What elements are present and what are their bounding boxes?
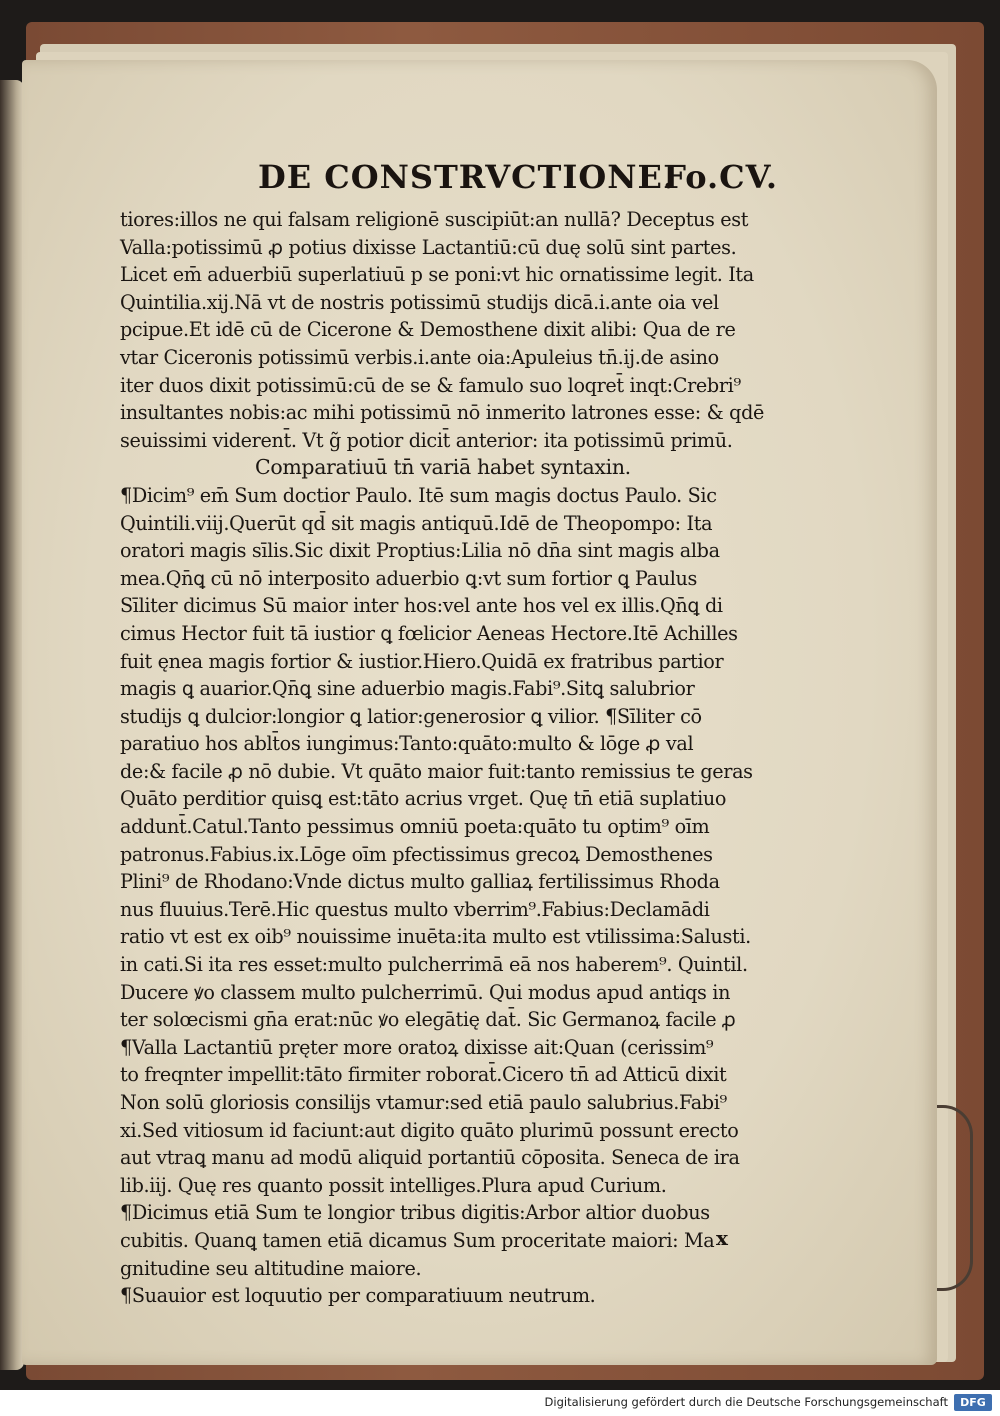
left-page-edge <box>0 80 24 1370</box>
text-line: Licet em̄ aduerbiū superlatiuū p se poni:vt hic ornatissime legit. Ita <box>120 263 754 287</box>
signature-mark: x <box>716 1226 728 1250</box>
text-line: mea.Qn̄ꝗ cū nō interposito aduerbio ꝗ:vt sum fortior ꝗ Paulus <box>120 566 698 590</box>
funding-notice: Digitalisierung gefördert durch die Deutsche Forschungsgemeinschaft <box>544 1395 948 1409</box>
text-line: paratiuo hos ablt̄os iungimus:Tanto:quāto:multo & lōge ꝓ val <box>120 732 694 756</box>
text-line: magis ꝗ auarior.Qn̄ꝗ sine aduerbio magis.Fabi⁹.Sitꝗ salubrior <box>120 677 695 701</box>
text-line: gnitudine seu altitudine maiore. <box>120 1256 422 1280</box>
dfg-logo: DFG <box>954 1394 992 1411</box>
text-line: Quintili.viij.Querūt qd̄ sit magis antiquū.Idē de Theopompo: Ita <box>120 511 713 535</box>
text-line: iter duos dixit potissimū:cū de se & famulo suo loqret̄ inqt:Crebri⁹ <box>120 373 741 397</box>
text-line: de:& facile ꝓ nō dubie. Vt quāto maior fuit:tanto remissius te geras <box>120 759 753 783</box>
folio-number: Fo.CV. <box>663 158 778 196</box>
text-line: in cati.Si ita res esset:multo pulcherrimā eā nos haberem⁹. Quintil. <box>120 953 748 977</box>
text-line: patronus.Fabius.ix.Lōge oīm pfectissimus grecoꝝ Demosthenes <box>120 842 713 866</box>
text-line: ¶Valla Lactantiū pręter more oratoꝝ dixisse ait:Quan (cerissim⁹ <box>120 1035 714 1059</box>
text-line: Non solū gloriosis consilijs vtamur:sed etiā paulo salubrius.Fabi⁹ <box>120 1091 727 1114</box>
text-line: Plini⁹ de Rhodano:Vnde dictus multo galliaꝝ fertilissimus Rhoda <box>120 870 720 894</box>
text-line: Quāto perditior quisꝗ est:tāto acrius vrget. Quę tn̄ etiā suplatiuo <box>120 787 727 811</box>
text-line: ¶Dicim⁹ em̄ Sum doctior Paulo. Itē sum magis doctus Paulo. Sic <box>120 483 717 507</box>
text-line: insultantes nobis:ac mihi potissimū nō inmerito latrones esse: & qdē <box>120 401 765 425</box>
section-heading: Comparatiuū tn̄ variā habet syntaxin. <box>255 455 631 480</box>
text-line: ¶Dicimus etiā Sum te longior tribus digitis:Arbor altior duobus <box>120 1201 710 1225</box>
text-line: pcipue.Et idē cū de Cicerone & Demosthene dixit alibi: Qua de re <box>120 318 736 342</box>
text-line: ¶Suauior est loquutio per comparatiuum neutrum. <box>120 1284 596 1308</box>
body-text <box>120 206 800 1310</box>
text-line: vtar Ciceronis potissimū verbis.i.ante oia:Apuleius tn̄.ij.de asino <box>120 345 719 369</box>
text-line: fuit ęnea magis fortior & iustior.Hiero.Quidā ex fratribus partior <box>120 649 724 673</box>
text-line: Quintilia.xij.Nā vt de nostris potissimū studijs dicā.i.ante oia vel <box>120 290 719 314</box>
text-line: seuissimi viderent̄. Vt g̃ potior dicit̄ anterior: ita potissimū primū. <box>120 428 733 452</box>
text-line: studijs ꝗ dulcior:longior ꝗ latior:generosior ꝗ vilior. ¶Sīliter cō <box>120 704 702 728</box>
text-line: to freqnter impellit:tāto firmiter roborat̄.Cicero tn̄ ad Atticū dixit <box>120 1063 727 1087</box>
text-line: cubitis. Quanꝗ tamen etiā dicamus Sum proceritate maiori: Ma <box>120 1228 715 1252</box>
page-title: DE CONSTRVCTIONE. <box>258 158 675 196</box>
footer-bar <box>0 1390 1000 1416</box>
text-line: tiores:illos ne qui falsam religionē suscipiūt:an nullā? Deceptus est <box>120 208 749 231</box>
text-line: Sīliter dicimus Sū maior inter hos:vel ante hos vel ex illis.Qn̄ꝗ di <box>120 594 723 618</box>
text-line: Ducere ꝟo classem multo pulcherrimū. Qui modus apud antiqs in <box>120 980 731 1004</box>
text-line: xi.Sed vitiosum id faciunt:aut digito quāto plurimū possunt erecto <box>120 1118 739 1142</box>
text-line: ratio vt est ex oib⁹ nouissime inuēta:ita multo est vtilissima:Salusti. <box>120 925 751 949</box>
text-line: oratori magis sīlis.Sic dixit Proptius:Lilia nō dn̄a sint magis alba <box>120 539 720 563</box>
text-line: addunt̄.Catul.Tanto pessimus omniū poeta:quāto tu optim⁹ oīm <box>120 815 710 839</box>
text-line: aut vtraꝗ manu ad modū aliquid portantiū cōposita. Seneca de ira <box>120 1146 740 1170</box>
text-line: ter solœcismi gn̄a erat:nūc ꝟo elegātię dat̄. Sic Germanoꝝ facile ꝓ <box>120 1008 736 1032</box>
text-line: cimus Hector fuit tā iustior ꝗ fœlicior Aeneas Hectore.Itē Achilles <box>120 621 738 645</box>
text-line: lib.iij. Quę res quanto possit intelliges.Plura apud Curium. <box>120 1173 667 1197</box>
running-header <box>258 158 778 204</box>
text-line: nus fluuius.Terē.Hic questus multo vberrim⁹.Fabius:Declamādi <box>120 897 710 921</box>
text-line: Valla:potissimū ꝓ potius dixisse Lactantiū:cū duę solū sint partes. <box>120 235 737 259</box>
